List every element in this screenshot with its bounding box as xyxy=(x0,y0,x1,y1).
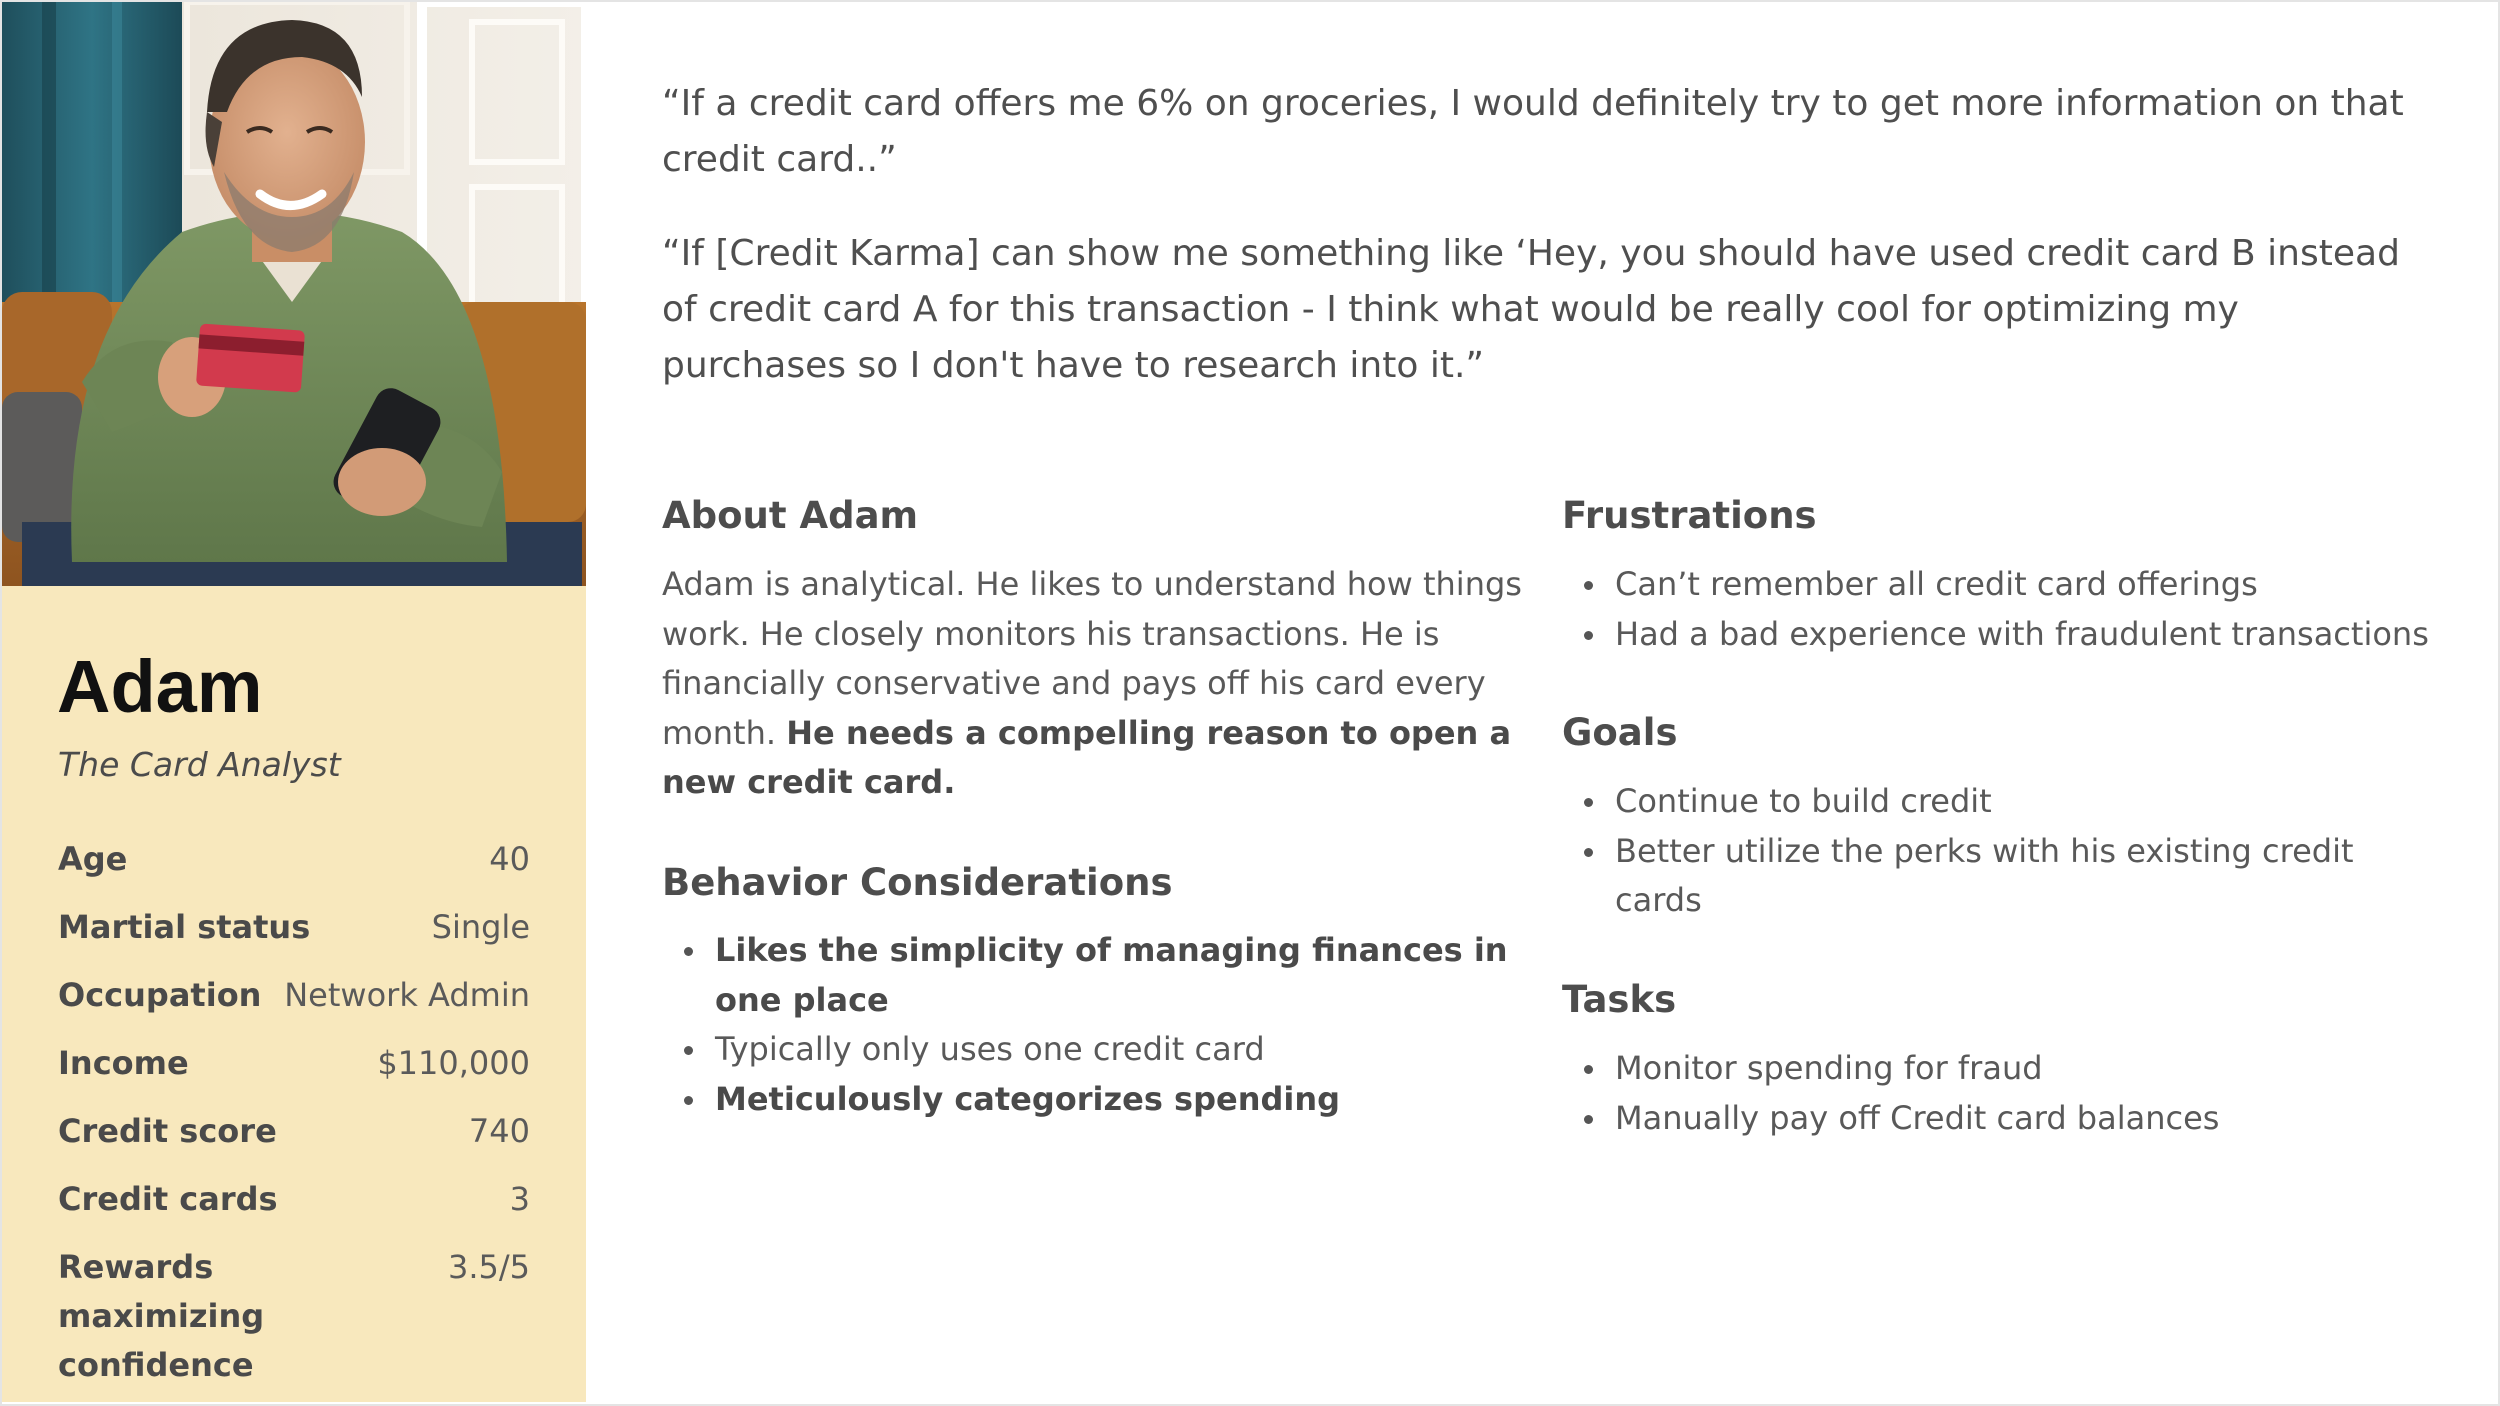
about-heading: About Adam xyxy=(662,494,919,537)
stat-value: 3 xyxy=(509,1180,530,1218)
persona-role: The Card Analyst xyxy=(58,745,341,784)
goals-list xyxy=(1562,777,2415,926)
list-item: Can’t remember all credit card offerings xyxy=(1615,560,2495,610)
stat-row-age xyxy=(58,835,530,903)
list-item: Meticulously categorizes spending xyxy=(715,1075,1561,1125)
about-text xyxy=(662,560,1522,808)
persona-name: Adam xyxy=(57,645,263,728)
persona-photo xyxy=(2,2,586,586)
stat-row-credit-cards xyxy=(58,1175,530,1243)
tasks-list xyxy=(1562,1044,2495,1143)
stat-value: Network Admin xyxy=(284,976,530,1014)
quote-credit-karma: “If [Credit Karma] can show me something like ‘Hey, you should have used credit card B instead of credit card A for this transaction - I think what would be really cool for optimizing my purchases so I don't have to research into it.” xyxy=(662,233,2400,386)
stat-label: Rewards maximizing confidence xyxy=(58,1248,265,1384)
tasks-heading: Tasks xyxy=(1562,978,1677,1021)
frustrations-heading: Frustrations xyxy=(1562,494,1817,537)
stat-label: Age xyxy=(58,840,128,878)
stat-label: Martial status xyxy=(58,908,311,946)
stat-row-rewards-confidence xyxy=(58,1243,530,1390)
stat-value: $110,000 xyxy=(377,1044,530,1082)
stat-label: Credit score xyxy=(58,1112,277,1150)
list-item: Had a bad experience with fraudulent transactions xyxy=(1615,610,2495,660)
stat-value: 40 xyxy=(489,840,530,878)
list-item: Manually pay off Credit card balances xyxy=(1615,1094,2495,1144)
list-item: Continue to build credit xyxy=(1615,777,2415,827)
stat-value: 740 xyxy=(468,1112,530,1150)
stat-label: Income xyxy=(58,1044,189,1082)
list-item: Typically only uses one credit card xyxy=(715,1025,1561,1075)
quote-groceries: “If a credit card offers me 6% on groceries, I would definitely try to get more information on that credit card..” xyxy=(662,83,2404,180)
stat-value: 3.5/5 xyxy=(447,1248,530,1286)
behavior-heading: Behavior Considerations xyxy=(662,861,1173,904)
goals-heading: Goals xyxy=(1562,711,1678,754)
behavior-list xyxy=(662,926,1561,1124)
list-item: Monitor spending for fraud xyxy=(1615,1044,2495,1094)
persona-photo-icon xyxy=(2,2,586,586)
list-item: Likes the simplicity of managing finances in one place xyxy=(715,926,1561,1025)
stat-value: Single xyxy=(431,908,530,946)
stat-row-credit-score xyxy=(58,1107,530,1175)
stat-row-income xyxy=(58,1039,530,1107)
stat-row-marital-status xyxy=(58,903,530,971)
list-item: Better utilize the perks with his existing credit cards xyxy=(1615,827,2415,926)
stat-row-occupation xyxy=(58,971,530,1039)
persona-sidebar xyxy=(2,2,586,1402)
persona-stats xyxy=(58,835,530,1390)
frustrations-list xyxy=(1562,560,2495,659)
about-body: Adam is analytical. He likes to understand how things work. He closely monitors his transactions. He is financially conservative and pays off his card every month. xyxy=(662,565,1522,752)
stat-label: Credit cards xyxy=(58,1180,278,1218)
about-emphasis: He needs a compelling reason to open a new credit card. xyxy=(662,713,1512,801)
stat-label: Occupation xyxy=(58,976,262,1014)
